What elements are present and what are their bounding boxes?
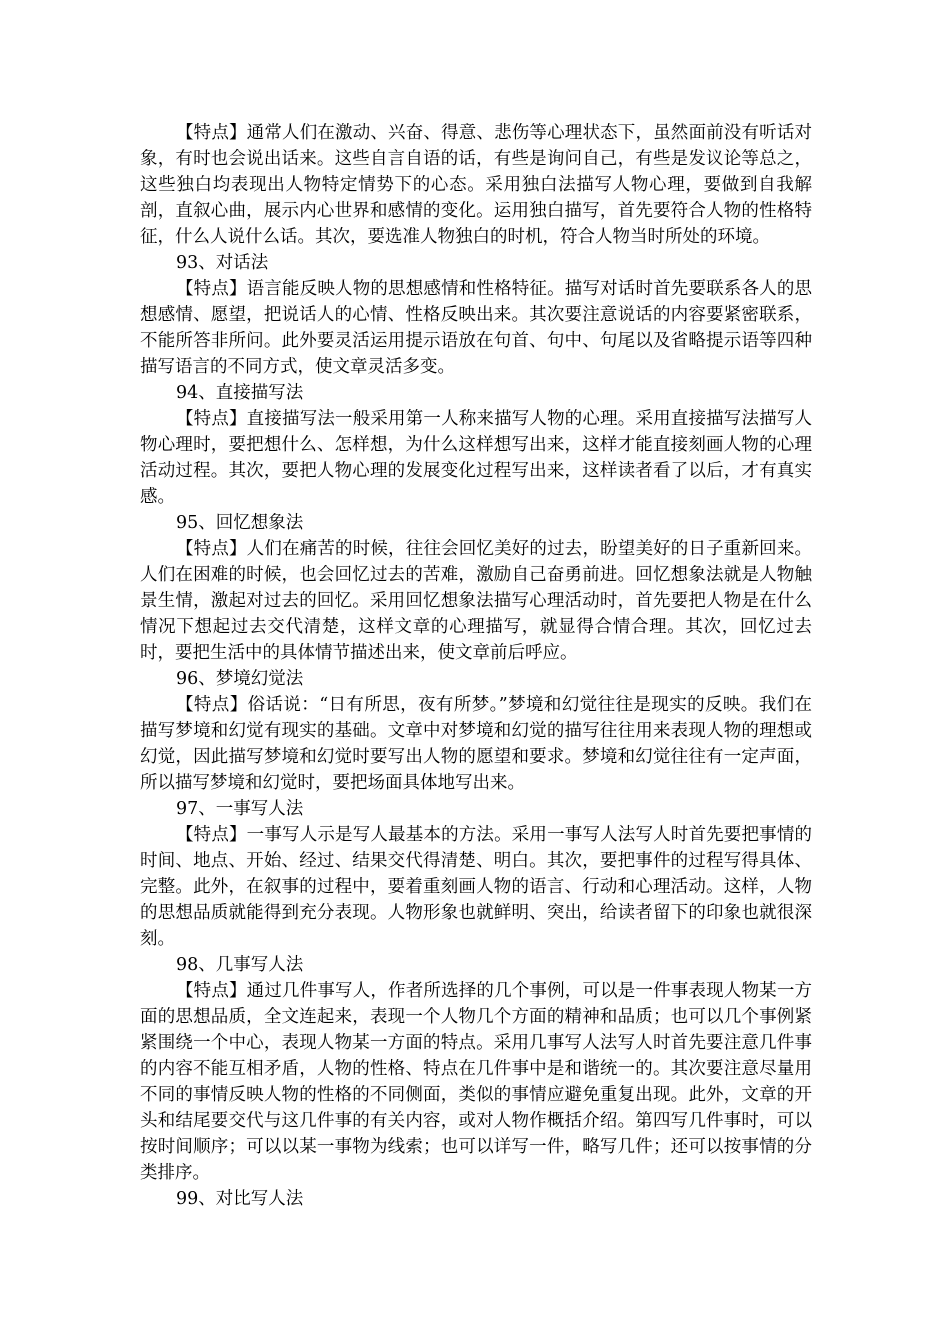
paragraph-monologue-method: 【特点】通常人们在激动、兴奋、得意、悲伤等心理状态下，虽然面前没有听话对象，有时也会说出话来。这些自言自语的话，有些是询问自己，有些是发议论等总之，这些独白均表现出人物特定情势下的心态。采用独白法描写人物心理，要做到自我解剖，直叙心曲，展示内心世界和感情的变化。运用独白描写，首先要符合人物的性格特征，什么人说什么话。其次，要选准人物独白的时机，符合人物当时所处的环境。 — [140, 123, 812, 247]
document-page — [140, 120, 812, 1212]
heading-multiple-events-method: 98、几事写人法 — [176, 955, 304, 975]
paragraph-dream-illusion-method: 【特点】俗话说：“日有所思，夜有所梦。”梦境和幻觉往往是现实的反映。我们在描写梦境和幻觉有现实的基础。文章中对梦境和幻觉的描写往往用来表现人物的理想或幻觉，因此描写梦境和幻觉时要写出人物的愿望和要求。梦境和幻觉往往有一定声面，所以描写梦境和幻觉时，要把场面具体地写出来。 — [140, 695, 812, 793]
heading-single-event-method: 97、一事写人法 — [176, 799, 304, 819]
paragraph-dialogue-method: 【特点】语言能反映人物的思想感情和性格特征。描写对话时首先要联系各人的思想感情、愿望，把说话人的心情、性格反映出来。其次要注意说话的内容要紧密联系，不能所答非所问。此外要灵活运用提示语放在句首、句中、句尾以及省略提示语等四种描写语言的不同方式，使文章灵活多变。 — [140, 279, 812, 377]
heading-dream-illusion-method: 96、梦境幻觉法 — [176, 669, 304, 689]
heading-contrast-method: 99、对比写人法 — [176, 1189, 304, 1209]
heading-direct-description-method: 94、直接描写法 — [176, 383, 304, 403]
heading-recollection-method: 95、回忆想象法 — [176, 513, 304, 533]
paragraph-recollection-method: 【特点】人们在痛苦的时候，往往会回忆美好的过去，盼望美好的日子重新回来。人们在困难的时候，也会回忆过去的苦难，激励自己奋勇前进。回忆想象法就是人物触景生情，激起对过去的回忆。采用回忆想象法描写心理活动时，首先要把人物是在什么情况下想起过去交代清楚，这样文章的心理描写，就显得合情合理。其次，回忆过去时，要把生活中的具体情节描述出来，使文章前后呼应。 — [140, 539, 812, 663]
paragraph-single-event-method: 【特点】一事写人示是写人最基本的方法。采用一事写人法写人时首先要把事情的时间、地点、开始、经过、结果交代得清楚、明白。其次，要把事件的过程写得具体、完整。此外，在叙事的过程中，要着重刻画人物的语言、行动和心理活动。这样，人物的思想品质就能得到充分表现。人物形象也就鲜明、突出，给读者留下的印象也就很深刻。 — [140, 825, 812, 949]
paragraph-multiple-events-method: 【特点】通过几件事写人，作者所选择的几个事例，可以是一件事表现人物某一方面的思想品质，全文连起来，表现一个人物几个方面的精神和品质；也可以几个事例紧紧围绕一个中心，表现人物某一方面的特点。采用几事写人法写人时首先要注意几件事的内容不能互相矛盾，人物的性格、特点在几件事中是和谐统一的。其次要注意尽量用不同的事情反映人物的性格的不同侧面，类似的事情应避免重复出现。此外，文章的开头和结尾要交代与这几件事的有关内容，或对人物作概括介绍。第四写几件事时，可以按时间顺序；可以以某一事物为线索；也可以详写一件，略写几件；还可以按事情的分类排序。 — [140, 981, 812, 1183]
heading-dialogue-method: 93、对话法 — [176, 253, 269, 273]
paragraph-direct-description-method: 【特点】直接描写法一般采用第一人称来描写人物的心理。采用直接描写法描写人物心理时，要把想什么、怎样想，为什么这样想写出来，这样才能直接刻画人物的心理活动过程。其次，要把人物心理的发展变化过程写出来，这样读者看了以后，才有真实感。 — [140, 409, 812, 507]
